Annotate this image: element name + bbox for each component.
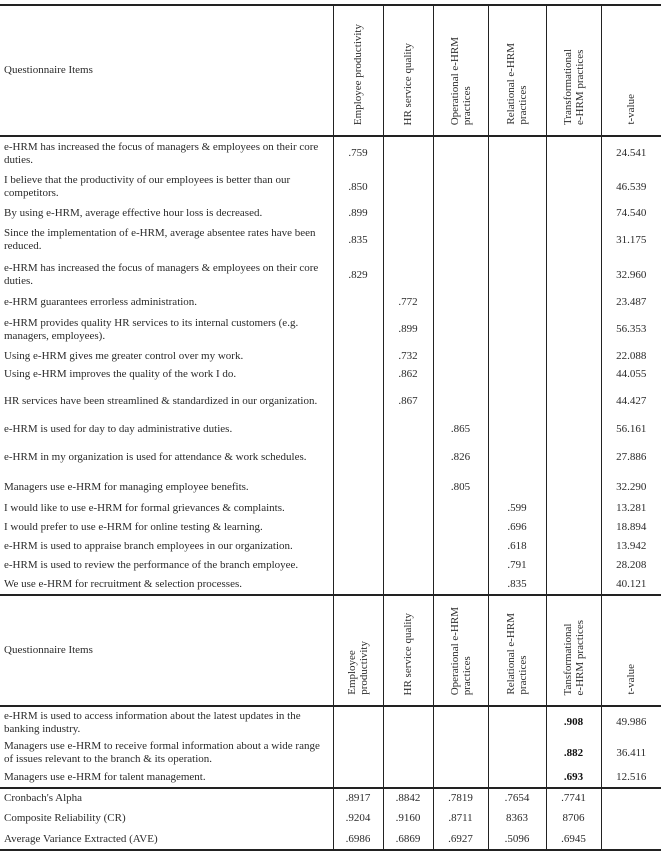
item-text: Managers use e-HRM for talent management.: [4, 771, 206, 783]
column-header: [601, 595, 661, 706]
empty-cell: [488, 418, 546, 441]
empty-cell: [383, 222, 433, 258]
empty-cell: [383, 738, 433, 768]
empty-cell: [488, 768, 546, 788]
t-value: 24.541: [601, 136, 661, 170]
empty-cell: [433, 136, 488, 170]
column-header-label: Operational e-HRM practices: [448, 36, 473, 125]
empty-cell: [546, 258, 601, 292]
empty-cell: [546, 474, 601, 500]
questionnaire-items-header: Questionnaire Items: [0, 5, 333, 136]
summary-value: .6927: [433, 829, 488, 850]
table-row: [0, 500, 661, 517]
empty-cell: [383, 474, 433, 500]
empty-cell: [383, 136, 433, 170]
empty-cell: [333, 517, 383, 537]
column-header: [433, 595, 488, 706]
loading-value: .618: [507, 540, 527, 552]
loading-value: .829: [348, 268, 368, 281]
empty-cell: [333, 738, 383, 768]
t-value: 13.281: [601, 500, 661, 517]
factor-loading: [433, 441, 488, 474]
empty-cell: [433, 312, 488, 347]
loading-value: .693: [563, 771, 584, 783]
summary-value: .7741: [546, 788, 601, 808]
t-value: 23.487: [601, 292, 661, 312]
loading-value: .862: [398, 368, 418, 380]
empty-cell: [433, 292, 488, 312]
t-value: 28.208: [601, 556, 661, 575]
factor-loading: [488, 556, 546, 575]
factor-loading: [488, 517, 546, 537]
table-row: [0, 365, 661, 384]
empty-cell: [488, 258, 546, 292]
table-row: [0, 474, 661, 500]
summary-label: Average Variance Extracted (AVE): [0, 829, 333, 850]
empty-cell: [546, 556, 601, 575]
item-text: I would prefer to use e-HRM for online testing & learning.: [4, 520, 263, 533]
empty-cell: [333, 556, 383, 575]
item-text: Managers use e-HRM for managing employee benefits.: [4, 480, 249, 493]
empty-cell: [333, 418, 383, 441]
empty-cell: [433, 738, 488, 768]
header-row: [0, 5, 661, 136]
column-header-label: HR service quality: [402, 612, 414, 695]
empty-cell: [546, 384, 601, 418]
factor-loading: [433, 474, 488, 500]
column-header: [433, 5, 488, 136]
loading-value: .850: [348, 180, 368, 193]
t-value: 40.121: [601, 575, 661, 595]
empty-cell: [601, 788, 661, 808]
loading-value: .865: [450, 423, 471, 435]
table-row: [0, 575, 661, 595]
empty-cell: [333, 500, 383, 517]
summary-value: 8706: [546, 808, 601, 829]
empty-cell: [433, 222, 488, 258]
table-row: [0, 418, 661, 441]
summary-value: .7654: [488, 788, 546, 808]
table-row: [0, 204, 661, 222]
t-value: 56.161: [601, 418, 661, 441]
table-row: [0, 738, 661, 768]
table-row: [0, 517, 661, 537]
table-row: [0, 222, 661, 258]
column-header-label: t-value: [625, 94, 638, 125]
factor-loading: [333, 204, 383, 222]
factor-loadings-table: [0, 4, 661, 851]
loading-value: .867: [398, 394, 418, 407]
table-row: [0, 537, 661, 556]
empty-cell: [546, 365, 601, 384]
empty-cell: [383, 170, 433, 204]
item-text: I would like to use e-HRM for formal grievances & complaints.: [4, 502, 285, 514]
empty-cell: [433, 204, 488, 222]
empty-cell: [433, 768, 488, 788]
factor-loading: [383, 347, 433, 365]
factor-loading: [488, 575, 546, 595]
loading-value: .899: [398, 323, 418, 335]
column-header: [546, 5, 601, 136]
item-text: e-HRM is used to access information about the latest updates in the banking industry.: [4, 709, 301, 735]
empty-cell: [433, 384, 488, 418]
empty-cell: [488, 441, 546, 474]
t-value: 18.894: [601, 517, 661, 537]
empty-cell: [333, 575, 383, 595]
empty-cell: [433, 575, 488, 595]
item-text: e-HRM in my organization is used for attendance & work schedules.: [4, 451, 307, 463]
column-header: [383, 595, 433, 706]
empty-cell: [546, 347, 601, 365]
summary-row: [0, 788, 661, 808]
empty-cell: [546, 418, 601, 441]
table-row: [0, 258, 661, 292]
item-text: Since the implementation of e-HRM, average absentee rates have been reduced.: [4, 227, 316, 252]
empty-cell: [433, 365, 488, 384]
empty-cell: [383, 537, 433, 556]
factor-loading: [546, 768, 601, 788]
item-text: e-HRM is used to appraise branch employees in our organization.: [4, 540, 293, 552]
empty-cell: [546, 517, 601, 537]
factor-loading: [546, 706, 601, 738]
item-text: e-HRM guarantees errorless administration.: [4, 295, 198, 308]
summary-row: [0, 829, 661, 850]
empty-cell: [383, 575, 433, 595]
summary-value: .6945: [546, 829, 601, 850]
loading-value: .759: [348, 147, 368, 159]
empty-cell: [488, 136, 546, 170]
loading-value: .882: [563, 746, 584, 759]
loading-value: .899: [348, 206, 368, 219]
summary-value: .8711: [433, 808, 488, 829]
summary-value: .6869: [383, 829, 433, 850]
factor-loading: [433, 418, 488, 441]
table-row: [0, 706, 661, 738]
t-value: 44.427: [601, 384, 661, 418]
loading-value: .805: [450, 480, 471, 493]
empty-cell: [383, 500, 433, 517]
summary-label: Composite Reliability (CR): [4, 812, 126, 824]
empty-cell: [333, 441, 383, 474]
item-text: By using e-HRM, average effective hour loss is decreased.: [4, 206, 263, 219]
factor-loading: [333, 222, 383, 258]
summary-value: .5096: [488, 829, 546, 850]
empty-cell: [488, 204, 546, 222]
empty-cell: [383, 204, 433, 222]
empty-cell: [383, 441, 433, 474]
empty-cell: [333, 365, 383, 384]
empty-cell: [383, 418, 433, 441]
t-value: 12.516: [601, 768, 661, 788]
item-text: Managers use e-HRM to receive formal information about a wide range of issues relevant to the branch & its operation.: [4, 740, 320, 765]
column-header-label: Tansformational e-HRM practices: [561, 619, 586, 695]
empty-cell: [488, 738, 546, 768]
column-header: [488, 5, 546, 136]
loading-value: .772: [398, 295, 418, 308]
column-header-label: Relational e-HRM practices: [505, 613, 529, 695]
empty-cell: [433, 258, 488, 292]
t-value: 56.353: [601, 312, 661, 347]
empty-cell: [433, 170, 488, 204]
factor-loading: [383, 312, 433, 347]
questionnaire-items-header: Questionnaire Items: [0, 595, 333, 706]
column-header-label: Employee productivity: [346, 641, 370, 695]
column-header: [601, 5, 661, 136]
empty-cell: [546, 204, 601, 222]
table-row: [0, 136, 661, 170]
empty-cell: [488, 384, 546, 418]
empty-cell: [333, 312, 383, 347]
table-row: [0, 384, 661, 418]
column-header-label: t-value: [625, 664, 638, 695]
empty-cell: [333, 474, 383, 500]
table-row: [0, 556, 661, 575]
t-value: 13.942: [601, 537, 661, 556]
t-value: 74.540: [601, 204, 661, 222]
summary-value: .9160: [383, 808, 433, 829]
empty-cell: [333, 706, 383, 738]
column-header: [333, 5, 383, 136]
item-text: e-HRM provides quality HR services to its internal customers (e.g. managers, employees).: [4, 316, 299, 342]
column-header-label: Transformational e-HRM practices: [561, 49, 586, 125]
empty-cell: [546, 170, 601, 204]
item-text: e-HRM has increased the focus of managers & employees on their core duties.: [4, 262, 319, 287]
column-header-label: Employee productivity: [352, 23, 364, 125]
factor-loading: [383, 365, 433, 384]
item-text: We use e-HRM for recruitment & selection processes.: [4, 578, 242, 590]
empty-cell: [601, 808, 661, 829]
empty-cell: [546, 441, 601, 474]
empty-cell: [546, 292, 601, 312]
empty-cell: [433, 537, 488, 556]
empty-cell: [383, 768, 433, 788]
empty-cell: [383, 258, 433, 292]
t-value: 36.411: [601, 738, 661, 768]
item-text: e-HRM has increased the focus of managers & employees on their core duties.: [4, 140, 319, 166]
summary-value: 8363: [488, 808, 546, 829]
empty-cell: [488, 347, 546, 365]
column-header: [333, 595, 383, 706]
table-row: [0, 441, 661, 474]
loading-value: .826: [450, 451, 471, 463]
item-text: e-HRM is used to review the performance of the branch employee.: [4, 559, 299, 571]
header-row: [0, 595, 661, 706]
empty-cell: [488, 365, 546, 384]
item-text: I believe that the productivity of our employees is better than our competitors.: [4, 174, 291, 199]
empty-cell: [433, 706, 488, 738]
item-text: Using e-HRM gives me greater control over my work.: [4, 349, 244, 362]
factor-loading: [383, 384, 433, 418]
empty-cell: [488, 474, 546, 500]
factor-loading: [333, 258, 383, 292]
factor-loading: [333, 170, 383, 204]
table-row: [0, 312, 661, 347]
summary-value: .9204: [333, 808, 383, 829]
empty-cell: [433, 500, 488, 517]
t-value: 31.175: [601, 222, 661, 258]
empty-cell: [333, 768, 383, 788]
empty-cell: [383, 517, 433, 537]
empty-cell: [601, 829, 661, 850]
summary-value: .8917: [333, 788, 383, 808]
empty-cell: [488, 312, 546, 347]
empty-cell: [333, 384, 383, 418]
t-value: 32.960: [601, 258, 661, 292]
empty-cell: [546, 136, 601, 170]
loading-value: .732: [398, 349, 418, 362]
summary-row: [0, 808, 661, 829]
column-header-label: Operational e-HRM practices: [448, 606, 473, 695]
factor-loading: [383, 292, 433, 312]
empty-cell: [546, 312, 601, 347]
t-value: 46.539: [601, 170, 661, 204]
t-value: 32.290: [601, 474, 661, 500]
empty-cell: [546, 537, 601, 556]
empty-cell: [488, 292, 546, 312]
table-row: [0, 170, 661, 204]
column-header: [546, 595, 601, 706]
summary-value: .7819: [433, 788, 488, 808]
item-text: Using e-HRM improves the quality of the work I do.: [4, 368, 237, 380]
empty-cell: [383, 706, 433, 738]
loading-value: .835: [348, 233, 368, 246]
empty-cell: [546, 500, 601, 517]
item-text: e-HRM is used for day to day administrative duties.: [4, 423, 233, 435]
empty-cell: [546, 575, 601, 595]
empty-cell: [488, 706, 546, 738]
table-row: [0, 347, 661, 365]
empty-cell: [433, 517, 488, 537]
summary-label: Cronbach's Alpha: [0, 788, 333, 808]
column-header-label: HR service quality: [402, 42, 414, 125]
item-text: HR services have been streamlined & standardized in our organization.: [4, 394, 318, 407]
empty-cell: [333, 537, 383, 556]
loading-value: .908: [563, 716, 584, 728]
loading-value: .835: [507, 578, 527, 590]
empty-cell: [488, 170, 546, 204]
column-header-label: Relational e-HRM practices: [505, 43, 529, 125]
loading-value: .599: [507, 502, 527, 514]
empty-cell: [546, 222, 601, 258]
empty-cell: [333, 347, 383, 365]
empty-cell: [433, 556, 488, 575]
table-row: [0, 292, 661, 312]
empty-cell: [433, 347, 488, 365]
factor-loading: [488, 537, 546, 556]
t-value: 27.886: [601, 441, 661, 474]
summary-value: .8842: [383, 788, 433, 808]
t-value: 49.986: [601, 706, 661, 738]
factor-loading: [488, 500, 546, 517]
loading-value: .791: [507, 559, 527, 571]
summary-value: .6986: [333, 829, 383, 850]
factor-loading: [546, 738, 601, 768]
t-value: 22.088: [601, 347, 661, 365]
empty-cell: [333, 292, 383, 312]
empty-cell: [383, 556, 433, 575]
column-header: [488, 595, 546, 706]
factor-loading: [333, 136, 383, 170]
table-row: [0, 768, 661, 788]
column-header: [383, 5, 433, 136]
loading-value: .696: [507, 520, 527, 533]
t-value: 44.055: [601, 365, 661, 384]
empty-cell: [488, 222, 546, 258]
